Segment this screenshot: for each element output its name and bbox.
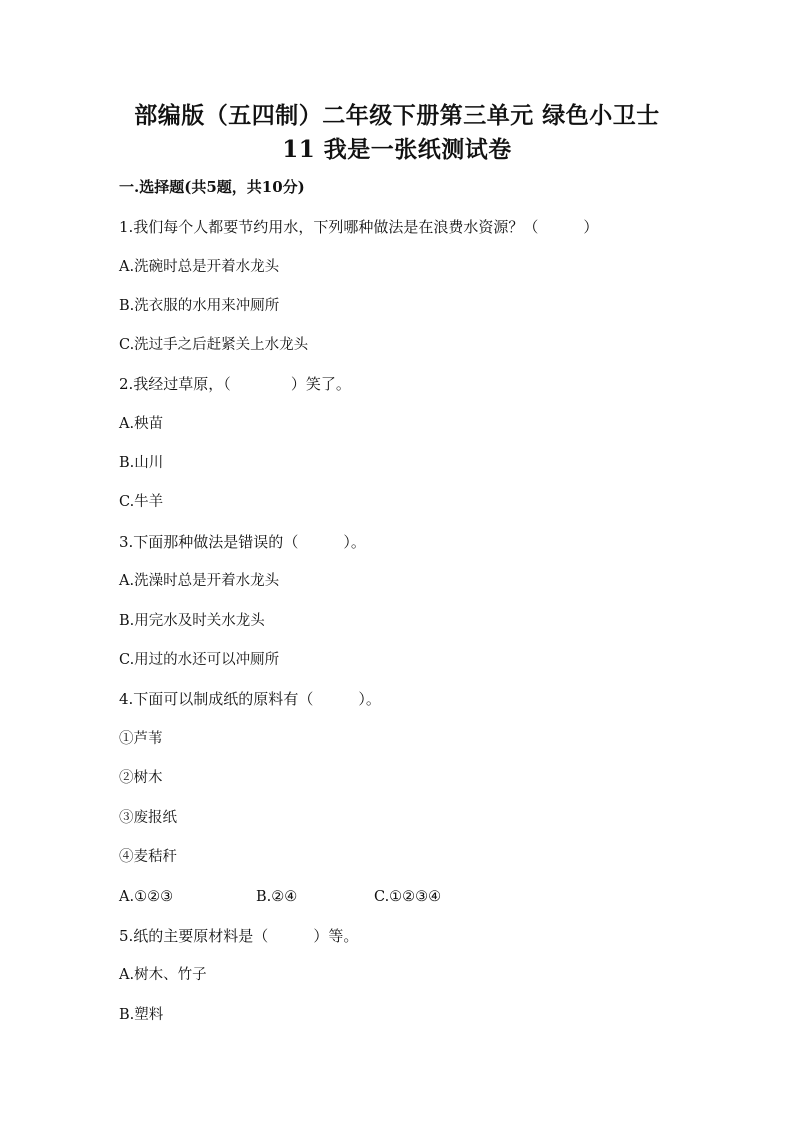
exam-title-line1: 部编版（五四制）二年级下册第三单元 绿色小卫士 [134, 102, 660, 129]
question-3-option-c: C.用过的水还可以冲厕所 [119, 652, 280, 668]
question-4-item-2: ②树木 [119, 770, 163, 786]
question-4-option-c: C.①②③④ [374, 889, 442, 905]
question-4-item-1: ①芦苇 [119, 731, 163, 747]
question-5-option-b: B.塑料 [119, 1007, 164, 1023]
question-4-option-b: B.②④ [256, 889, 298, 905]
question-4-option-a: A.①②③ [119, 889, 174, 905]
question-1-option-a: A.洗碗时总是开着水龙头 [119, 259, 280, 275]
exam-title-line2: 11 我是一张纸测试卷 [282, 136, 512, 163]
question-2-option-b: B.山川 [119, 455, 164, 471]
question-4-stem: 4.下面可以制成纸的原料有（ ）。 [119, 690, 381, 708]
question-4-item-3: ③废报纸 [119, 810, 177, 826]
question-4-item-4: ④麦秸秆 [119, 849, 177, 865]
question-2-stem: 2.我经过草原，（ ）笑了。 [119, 375, 351, 393]
question-2-option-a: A.秧苗 [119, 416, 164, 432]
section-heading: 一.选择题(共5题，共10分) [119, 178, 305, 196]
question-1-stem: 1.我们每个人都要节约用水，下列哪种做法是在浪费水资源？（ ） [119, 218, 599, 236]
question-5-stem: 5.纸的主要原材料是（ ）等。 [119, 927, 359, 945]
question-2-option-c: C.牛羊 [119, 494, 164, 510]
question-1-option-b: B.洗衣服的水用来冲厕所 [119, 298, 280, 314]
question-5-option-a: A.树木、竹子 [119, 967, 207, 983]
question-3-stem: 3.下面那种做法是错误的（ ）。 [119, 533, 366, 551]
question-3-option-b: B.用完水及时关水龙头 [119, 613, 265, 629]
question-3-option-a: A.洗澡时总是开着水龙头 [119, 573, 280, 589]
question-1-option-c: C.洗过手之后赶紧关上水龙头 [119, 337, 309, 353]
